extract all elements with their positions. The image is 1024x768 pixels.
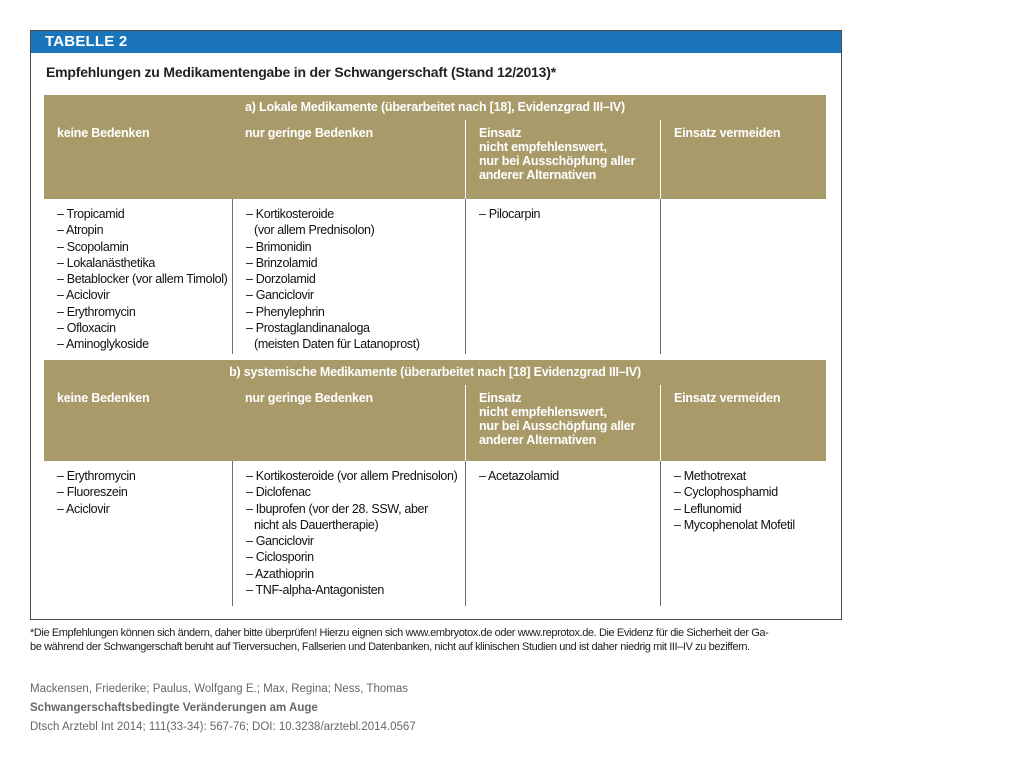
list-item: – Fluoreszein — [57, 485, 128, 500]
list-item: – Diclofenac — [246, 485, 311, 500]
list-item: – Methotrexat — [674, 469, 746, 483]
list-item: (meisten Daten für Latanoprost) — [254, 337, 420, 352]
list-item: nicht als Dauertherapie) — [254, 517, 379, 532]
list-item: – Aciclovir — [57, 288, 110, 303]
list-item: – Dorzolamid — [246, 272, 316, 287]
list-item: – Tropicamid — [57, 207, 125, 221]
list-item: – Mycophenolat Mofetil — [674, 517, 795, 532]
table-footnote — [30, 626, 850, 654]
section-b-header-row — [44, 385, 826, 461]
section-a-title: a) Lokale Medikamente (überarbeitet nach [18], Evidenzgrad III–IV) — [44, 95, 826, 120]
list-item: – Betablocker (vor allem Timolol) — [57, 272, 228, 287]
list-item: – Scopolamin — [57, 239, 129, 254]
col-header-keine-bedenken: keine Bedenken — [57, 391, 150, 405]
list-item: (vor allem Prednisolon) — [254, 223, 375, 238]
section-a-col1 — [44, 199, 232, 354]
col-header-einsatz-vermeiden: Einsatz vermeiden — [660, 120, 826, 199]
list-item: – Atropin — [57, 223, 104, 238]
section-b-col1 — [44, 461, 232, 606]
list-item: – Ibuprofen (vor der 28. SSW, aber — [246, 501, 428, 516]
list-item: – TNF-alpha-Antagonisten — [246, 583, 384, 598]
section-a-col3 — [465, 199, 660, 354]
section-b-body-row — [44, 461, 826, 606]
list-item: – Azathioprin — [246, 566, 314, 581]
footnote-line-1: *Die Empfehlungen können sich ändern, daher bitte überprüfen! Hierzu eignen sich www.embryotox.de oder www.reprotox.de. Die Evidenz für die Sicherheit der Ga- — [30, 627, 769, 639]
section-a-body-row — [44, 199, 826, 354]
footnote-line-2: be während der Schwangerschaft beruht auf Tierversuchen, Fallserien und Datenbanken, nicht auf klinischen Studien und ist daher niedrig mit III–IV zu beziffern. — [30, 641, 750, 653]
section-b-col4 — [660, 461, 826, 606]
citation-source: Dtsch Arztebl Int 2014; 111(33-34): 567-76; DOI: 10.3238/arztebl.2014.0567 — [30, 721, 416, 733]
list-item: – Ciclosporin — [246, 550, 314, 565]
list-item: – Ganciclovir — [246, 534, 314, 549]
section-b-col2 — [232, 461, 465, 606]
col-header-geringe-bedenken: nur geringe Bedenken — [245, 126, 373, 140]
col-header-nicht-empfehlenswert: Einsatz nicht empfehlenswert, nur bei Ausschöpfung aller anderer Alternativen — [465, 120, 660, 199]
list-item: – Aminoglykoside — [57, 337, 149, 352]
list-item: – Erythromycin — [57, 304, 136, 319]
col-header-keine-bedenken: keine Bedenken — [57, 126, 150, 140]
col-header-einsatz-vermeiden: Einsatz vermeiden — [660, 385, 826, 461]
section-b-title: b) systemische Medikamente (überarbeitet nach [18] Evidenzgrad III–IV) — [44, 360, 826, 385]
citation-title: Schwangerschaftsbedingte Veränderungen am Auge — [30, 702, 318, 714]
list-item: – Lokalanästhetika — [57, 255, 155, 270]
section-a-header-row — [44, 120, 826, 199]
list-item: – Kortikosteroide — [246, 207, 334, 221]
section-b-col3 — [465, 461, 660, 606]
list-item: – Aciclovir — [57, 501, 110, 516]
table-header: TABELLE 2 — [31, 31, 841, 53]
list-item: – Pilocarpin — [479, 207, 541, 221]
col-header-nicht-empfehlenswert: Einsatz nicht empfehlenswert, nur bei Ausschöpfung aller anderer Alternativen — [465, 385, 660, 461]
list-item: – Brimonidin — [246, 239, 312, 254]
list-item: – Kortikosteroide (vor allem Prednisolon) — [246, 469, 458, 483]
citation-authors: Mackensen, Friederike; Paulus, Wolfgang E.; Max, Regina; Ness, Thomas — [30, 683, 408, 695]
table-caption: Empfehlungen zu Medikamentengabe in der Schwangerschaft (Stand 12/2013)* — [46, 64, 556, 80]
list-item: – Acetazolamid — [479, 469, 559, 483]
section-a-col4 — [660, 199, 826, 354]
list-item: – Ofloxacin — [57, 321, 116, 336]
list-item: – Phenylephrin — [246, 304, 325, 319]
list-item: – Erythromycin — [57, 469, 136, 483]
section-a-col2 — [232, 199, 465, 354]
list-item: – Cyclophosphamid — [674, 485, 778, 500]
citation — [30, 680, 416, 737]
list-item: – Brinzolamid — [246, 255, 318, 270]
list-item: – Ganciclovir — [246, 288, 314, 303]
list-item: – Leflunomid — [674, 501, 742, 516]
col-header-geringe-bedenken: nur geringe Bedenken — [245, 391, 373, 405]
list-item: – Prostaglandinanaloga — [246, 321, 370, 336]
medication-table — [30, 30, 842, 620]
